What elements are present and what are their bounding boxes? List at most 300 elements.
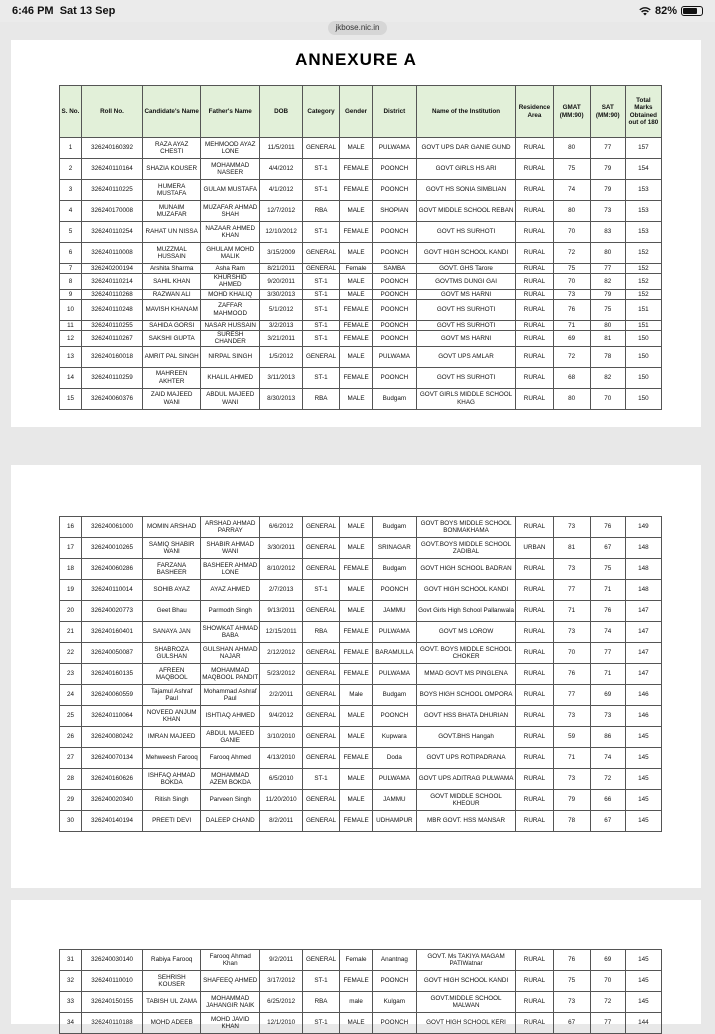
table-cell: 4 bbox=[60, 201, 82, 222]
table-cell: 326240061000 bbox=[81, 517, 142, 538]
table-cell: RURAL bbox=[516, 274, 553, 290]
table-cell: 80 bbox=[553, 138, 590, 159]
table-cell: 69 bbox=[590, 685, 625, 706]
table-cell: GHULAM MOHD MALIK bbox=[201, 243, 260, 264]
table-cell: 151 bbox=[625, 320, 661, 330]
table-cell: RURAL bbox=[516, 243, 553, 264]
table-cell: FEMALE bbox=[340, 299, 373, 320]
table-cell: MUZZMAL HUSSAIN bbox=[143, 243, 201, 264]
table-cell: ST-1 bbox=[302, 580, 339, 601]
table-cell: 71 bbox=[553, 601, 590, 622]
table-cell: GENERAL bbox=[302, 706, 339, 727]
table-cell: Farooq Ahmad Khan bbox=[201, 950, 260, 971]
table-cell: 73 bbox=[553, 992, 590, 1013]
table-cell: RURAL bbox=[516, 727, 553, 748]
table-cell: GOVT MIDDLE SCHOOL REBAN bbox=[416, 201, 516, 222]
table-cell: SHAZIA KOUSER bbox=[143, 159, 201, 180]
table-cell: 326240080242 bbox=[81, 727, 142, 748]
table-cell: 19 bbox=[60, 580, 82, 601]
table-cell: MALE bbox=[340, 1013, 373, 1034]
table-cell: 69 bbox=[553, 330, 590, 346]
column-header: Category bbox=[302, 86, 339, 138]
table-cell: GOVT HSS BHATA DHURIAN bbox=[416, 706, 516, 727]
table-cell: IMRAN MAJEED bbox=[143, 727, 201, 748]
table-cell: MOHD ADEEB bbox=[143, 1013, 201, 1034]
table-cell: RAHAT UN NISSA bbox=[143, 222, 201, 243]
table-cell: KHURSHID AHMED bbox=[201, 274, 260, 290]
table-cell: 326240020773 bbox=[81, 601, 142, 622]
table-cell: MALE bbox=[340, 517, 373, 538]
table-row bbox=[60, 971, 662, 992]
table-cell: ST-1 bbox=[302, 289, 339, 299]
table-cell: GULAM MUSTAFA bbox=[201, 180, 260, 201]
battery-percent: 82% bbox=[654, 5, 677, 17]
table-cell: 73 bbox=[553, 517, 590, 538]
table-cell: RBA bbox=[302, 201, 339, 222]
table-cell: ST-1 bbox=[302, 320, 339, 330]
table-cell: 6/5/2010 bbox=[260, 769, 303, 790]
table-cell: 326240110188 bbox=[81, 1013, 142, 1034]
status-date: Sat 13 Sep bbox=[59, 5, 116, 17]
table-row bbox=[60, 289, 662, 299]
table-cell: GOVT UPS DAR GANIE GUND bbox=[416, 138, 516, 159]
battery-icon bbox=[681, 6, 703, 16]
table-cell: GENERAL bbox=[302, 685, 339, 706]
table-cell: GENERAL bbox=[302, 664, 339, 685]
table-cell: Parveen Singh bbox=[201, 790, 260, 811]
table-cell: FEMALE bbox=[340, 748, 373, 769]
table-cell: ST-1 bbox=[302, 330, 339, 346]
table-cell: 79 bbox=[590, 180, 625, 201]
table-cell: RURAL bbox=[516, 950, 553, 971]
table-cell: 73 bbox=[590, 201, 625, 222]
table-cell: FEMALE bbox=[340, 622, 373, 643]
table-row bbox=[60, 992, 662, 1013]
document-page-1 bbox=[11, 40, 701, 427]
table-cell: Geet Bhau bbox=[143, 601, 201, 622]
table-cell: PULWAMA bbox=[372, 664, 416, 685]
table-cell: 10 bbox=[60, 299, 82, 320]
table-cell: 1 bbox=[60, 138, 82, 159]
table-cell: 28 bbox=[60, 769, 82, 790]
table-cell: 26 bbox=[60, 727, 82, 748]
table-cell: RURAL bbox=[516, 664, 553, 685]
page-title: ANNEXURE A bbox=[295, 50, 417, 69]
table-cell: GENERAL bbox=[302, 950, 339, 971]
table-cell: DALEEP CHAND bbox=[201, 811, 260, 832]
table-cell: RURAL bbox=[516, 388, 553, 409]
table-cell: 77 bbox=[590, 138, 625, 159]
table-cell: SHABROZA GULSHAN bbox=[143, 643, 201, 664]
table-cell: AFREEN MAQBOOL bbox=[143, 664, 201, 685]
column-header: Gender bbox=[340, 86, 373, 138]
table-cell: 326240160018 bbox=[81, 346, 142, 367]
table-row bbox=[60, 274, 662, 290]
table-cell: 29 bbox=[60, 790, 82, 811]
table-cell: 3/30/2011 bbox=[260, 538, 303, 559]
table-cell: PULWAMA bbox=[372, 769, 416, 790]
table-cell: 78 bbox=[590, 346, 625, 367]
table-cell: 21 bbox=[60, 622, 82, 643]
table-cell: 6/25/2012 bbox=[260, 992, 303, 1013]
table-cell: MOMIN ARSHAD bbox=[143, 517, 201, 538]
table-cell: GOVT GIRLS HS ARI bbox=[416, 159, 516, 180]
table-cell: MALE bbox=[340, 790, 373, 811]
table-cell: 70 bbox=[590, 388, 625, 409]
table-cell: 15 bbox=[60, 388, 82, 409]
table-cell: PULWAMA bbox=[372, 138, 416, 159]
table-cell: 3/30/2013 bbox=[260, 289, 303, 299]
table-cell: MALE bbox=[340, 727, 373, 748]
status-indicators bbox=[639, 5, 703, 17]
table-cell: 1/5/2012 bbox=[260, 346, 303, 367]
table-cell: RURAL bbox=[516, 517, 553, 538]
table-cell: 3 bbox=[60, 180, 82, 201]
table-cell: GOVT GIRLS MIDDLE SCHOOL KHAG bbox=[416, 388, 516, 409]
table-cell: RURAL bbox=[516, 346, 553, 367]
table-row bbox=[60, 664, 662, 685]
table-cell: 31 bbox=[60, 950, 82, 971]
table-cell: 6/6/2012 bbox=[260, 517, 303, 538]
table-cell: 67 bbox=[590, 538, 625, 559]
table-cell: 80 bbox=[553, 201, 590, 222]
table-cell: SAMBA bbox=[372, 264, 416, 274]
table-cell: 79 bbox=[553, 790, 590, 811]
table-cell: RAZWAN ALI bbox=[143, 289, 201, 299]
table-cell: GENERAL bbox=[302, 346, 339, 367]
table-cell: FEMALE bbox=[340, 971, 373, 992]
table-cell: 33 bbox=[60, 992, 82, 1013]
table-cell: RURAL bbox=[516, 706, 553, 727]
table-cell: GOVT UPS AMLAR bbox=[416, 346, 516, 367]
table-cell: HUMERA MUSTAFA bbox=[143, 180, 201, 201]
table-row bbox=[60, 748, 662, 769]
table-cell: Parmodh Singh bbox=[201, 601, 260, 622]
column-header: Residence Area bbox=[516, 86, 553, 138]
table-cell: POONCH bbox=[372, 274, 416, 290]
table-cell: 145 bbox=[625, 790, 661, 811]
table-cell: GOVT. Ms TAKIYA MAGAM PATIWatnar bbox=[416, 950, 516, 971]
table-cell: 326240160135 bbox=[81, 664, 142, 685]
table-cell: 144 bbox=[625, 1013, 661, 1034]
table-cell: 326240020340 bbox=[81, 790, 142, 811]
column-header: Father's Name bbox=[201, 86, 260, 138]
table-cell: MALE bbox=[340, 138, 373, 159]
column-header: SAT (MM:90) bbox=[590, 86, 625, 138]
table-row bbox=[60, 790, 662, 811]
table-cell: MALE bbox=[340, 243, 373, 264]
column-header: GMAT (MM:90) bbox=[553, 86, 590, 138]
table-cell: ST-1 bbox=[302, 299, 339, 320]
table-row bbox=[60, 538, 662, 559]
table-cell: 32 bbox=[60, 971, 82, 992]
column-header: Roll No. bbox=[81, 86, 142, 138]
table-cell: 75 bbox=[553, 159, 590, 180]
table-cell: MALE bbox=[340, 201, 373, 222]
table-cell: 146 bbox=[625, 706, 661, 727]
header-row bbox=[60, 86, 662, 138]
table-cell: MALE bbox=[340, 601, 373, 622]
table-cell: RURAL bbox=[516, 320, 553, 330]
table-cell: 146 bbox=[625, 685, 661, 706]
table-cell: GENERAL bbox=[302, 264, 339, 274]
table-cell: MAHREEN AKHTER bbox=[143, 367, 201, 388]
table-cell: 20 bbox=[60, 601, 82, 622]
table-cell: 326240110064 bbox=[81, 706, 142, 727]
table-cell: RBA bbox=[302, 622, 339, 643]
table-row bbox=[60, 622, 662, 643]
table-cell: 145 bbox=[625, 811, 661, 832]
table-cell: JAMMU bbox=[372, 601, 416, 622]
table-cell: 8/30/2013 bbox=[260, 388, 303, 409]
table-cell: SAKSHI GUPTA bbox=[143, 330, 201, 346]
table-row bbox=[60, 320, 662, 330]
url-bar[interactable]: jkbose.nic.in bbox=[328, 21, 387, 35]
table-cell: 150 bbox=[625, 346, 661, 367]
table-cell: GOVT HS SURHOTI bbox=[416, 320, 516, 330]
table-cell: POONCH bbox=[372, 706, 416, 727]
table-cell: 86 bbox=[590, 727, 625, 748]
table-cell: 11 bbox=[60, 320, 82, 330]
table-cell: 75 bbox=[590, 559, 625, 580]
table-cell: GENERAL bbox=[302, 243, 339, 264]
table-cell: AMRIT PAL SINGH bbox=[143, 346, 201, 367]
table-cell: MALE bbox=[340, 538, 373, 559]
table-cell: 152 bbox=[625, 264, 661, 274]
table-cell: 153 bbox=[625, 180, 661, 201]
table-cell: 326240110014 bbox=[81, 580, 142, 601]
table-cell: 80 bbox=[590, 320, 625, 330]
table-cell: SAHIL KHAN bbox=[143, 274, 201, 290]
table-cell: Mohammad Ashraf Paul bbox=[201, 685, 260, 706]
table-cell: RURAL bbox=[516, 138, 553, 159]
table-cell: 2/7/2013 bbox=[260, 580, 303, 601]
column-header: District bbox=[372, 86, 416, 138]
table-cell: 4/4/2012 bbox=[260, 159, 303, 180]
table-cell: 326240150155 bbox=[81, 992, 142, 1013]
table-cell: 71 bbox=[590, 664, 625, 685]
table-cell: PULWAMA bbox=[372, 346, 416, 367]
results-table bbox=[59, 516, 662, 832]
table-cell: 7 bbox=[60, 264, 82, 274]
table-cell: MMAD GOVT MS PINGLENA bbox=[416, 664, 516, 685]
table-cell: BOYS HIGH SCHOOL OMPORA bbox=[416, 685, 516, 706]
table-cell: 326240030140 bbox=[81, 950, 142, 971]
table-cell: GOVT.BOYS MIDDLE SCHOOL ZADIBAL bbox=[416, 538, 516, 559]
table-cell: 149 bbox=[625, 517, 661, 538]
table-cell: ZAID MAJEED WANI bbox=[143, 388, 201, 409]
table-cell: 148 bbox=[625, 580, 661, 601]
table-cell: 80 bbox=[590, 243, 625, 264]
table-cell: ISHFAQ AHMAD BOKDA bbox=[143, 769, 201, 790]
table-cell: SANAYA JAN bbox=[143, 622, 201, 643]
table-cell: 326240110225 bbox=[81, 180, 142, 201]
table-cell: 3/2/2013 bbox=[260, 320, 303, 330]
table-row bbox=[60, 388, 662, 409]
table-cell: RURAL bbox=[516, 299, 553, 320]
table-cell: ABDUL MAJEED GANIE bbox=[201, 727, 260, 748]
table-cell: GOVT. BOYS MIDDLE SCHOOL CHOKER bbox=[416, 643, 516, 664]
table-row bbox=[60, 180, 662, 201]
table-cell: 8/21/2011 bbox=[260, 264, 303, 274]
table-cell: GOVT HIGH SCHOOL KANDI bbox=[416, 243, 516, 264]
table-cell: MALE bbox=[340, 706, 373, 727]
table-cell: 326240110254 bbox=[81, 222, 142, 243]
table-cell: Budgam bbox=[372, 517, 416, 538]
table-cell: GOVT MS LOROW bbox=[416, 622, 516, 643]
table-cell: 74 bbox=[590, 748, 625, 769]
table-cell: POONCH bbox=[372, 299, 416, 320]
table-cell: 150 bbox=[625, 367, 661, 388]
table-row bbox=[60, 222, 662, 243]
table-cell: Female bbox=[340, 264, 373, 274]
table-cell: GENERAL bbox=[302, 138, 339, 159]
table-cell: RAZA AYAZ CHESTI bbox=[143, 138, 201, 159]
table-cell: 79 bbox=[590, 159, 625, 180]
table-cell: Tajamul Ashraf Paul bbox=[143, 685, 201, 706]
table-cell: 80 bbox=[553, 388, 590, 409]
table-cell: 147 bbox=[625, 622, 661, 643]
document-page-2 bbox=[11, 465, 701, 888]
table-cell: POONCH bbox=[372, 330, 416, 346]
table-cell: RURAL bbox=[516, 1013, 553, 1034]
table-cell: ZAFFAR MAHMOOD bbox=[201, 299, 260, 320]
table-cell: MEHMOOD AYAZ LONE bbox=[201, 138, 260, 159]
table-cell: ST-1 bbox=[302, 180, 339, 201]
table-cell: 71 bbox=[553, 320, 590, 330]
table-cell: GOVT UPS ROTIPADRANA bbox=[416, 748, 516, 769]
table-cell: FEMALE bbox=[340, 664, 373, 685]
table-cell: 3/10/2010 bbox=[260, 727, 303, 748]
table-cell: POONCH bbox=[372, 580, 416, 601]
table-cell: SOHIB AYAZ bbox=[143, 580, 201, 601]
table-cell: 72 bbox=[553, 243, 590, 264]
table-cell: GOVT MS HARNI bbox=[416, 289, 516, 299]
table-cell: MOHD KHALIQ bbox=[201, 289, 260, 299]
table-cell: GOVT HIGH SCHOOL BADRAN bbox=[416, 559, 516, 580]
table-cell: 13 bbox=[60, 346, 82, 367]
table-cell: GOVTMS DUNGI GAI bbox=[416, 274, 516, 290]
table-cell: SHAFEEQ AHMED bbox=[201, 971, 260, 992]
table-cell: RURAL bbox=[516, 201, 553, 222]
table-cell: GOVT HS SURHOTI bbox=[416, 367, 516, 388]
table-cell: 73 bbox=[553, 769, 590, 790]
table-cell: RURAL bbox=[516, 159, 553, 180]
table-row bbox=[60, 159, 662, 180]
table-cell: MOHAMMAD MAQBOOL PANDIT bbox=[201, 664, 260, 685]
table-cell: 72 bbox=[553, 346, 590, 367]
table-cell: MAVISH KHANAM bbox=[143, 299, 201, 320]
table-cell: KHALIL AHMED bbox=[201, 367, 260, 388]
table-cell: GOVT.BHS Hangah bbox=[416, 727, 516, 748]
table-cell: 4/1/2012 bbox=[260, 180, 303, 201]
table-cell: 70 bbox=[553, 222, 590, 243]
table-cell: 152 bbox=[625, 243, 661, 264]
table-row bbox=[60, 706, 662, 727]
table-cell: Anantnag bbox=[372, 950, 416, 971]
table-cell: 326240110008 bbox=[81, 243, 142, 264]
table-cell: 2/12/2012 bbox=[260, 643, 303, 664]
column-header: S. No. bbox=[60, 86, 82, 138]
table-cell: 79 bbox=[590, 289, 625, 299]
battery-level bbox=[683, 8, 697, 14]
table-cell: GOVT UPS ADITRAG PULWAMA bbox=[416, 769, 516, 790]
table-row bbox=[60, 299, 662, 320]
table-cell: SHOPIAN bbox=[372, 201, 416, 222]
table-cell: GOVT. GHS Tarore bbox=[416, 264, 516, 274]
table-cell: 3/11/2013 bbox=[260, 367, 303, 388]
table-cell: 153 bbox=[625, 222, 661, 243]
table-cell: FEMALE bbox=[340, 320, 373, 330]
table-cell: JAMMU bbox=[372, 790, 416, 811]
table-cell: MALE bbox=[340, 289, 373, 299]
table-cell: 147 bbox=[625, 664, 661, 685]
table-cell: Doda bbox=[372, 748, 416, 769]
table-cell: GOVT BOYS MIDDLE SCHOOL BONMAKHAMA bbox=[416, 517, 516, 538]
table-row bbox=[60, 950, 662, 971]
table-row bbox=[60, 601, 662, 622]
table-cell: MOHAMMAD AZEM BOKDA bbox=[201, 769, 260, 790]
table-cell: SRINAGAR bbox=[372, 538, 416, 559]
table-cell: male bbox=[340, 992, 373, 1013]
table-cell: 27 bbox=[60, 748, 82, 769]
table-cell: RURAL bbox=[516, 264, 553, 274]
table-cell: RURAL bbox=[516, 580, 553, 601]
table-cell: 24 bbox=[60, 685, 82, 706]
table-cell: RURAL bbox=[516, 685, 553, 706]
table-cell: MALE bbox=[340, 769, 373, 790]
table-cell: MOHD JAVID KHAN bbox=[201, 1013, 260, 1034]
table-cell: NAZAAR AHMED KHAN bbox=[201, 222, 260, 243]
table-cell: GOVT HS SURHOTI bbox=[416, 299, 516, 320]
table-cell: ABDUL MAJEED WANI bbox=[201, 388, 260, 409]
table-row bbox=[60, 769, 662, 790]
table-cell: 8/10/2012 bbox=[260, 559, 303, 580]
table-cell: POONCH bbox=[372, 1013, 416, 1034]
table-cell: RURAL bbox=[516, 748, 553, 769]
table-cell: NIRPAL SINGH bbox=[201, 346, 260, 367]
table-cell: 34 bbox=[60, 1013, 82, 1034]
table-cell: 326240200194 bbox=[81, 264, 142, 274]
table-row bbox=[60, 264, 662, 274]
table-cell: Arshita Sharma bbox=[143, 264, 201, 274]
table-cell: FEMALE bbox=[340, 811, 373, 832]
table-cell: 76 bbox=[553, 299, 590, 320]
table-cell: 75 bbox=[590, 299, 625, 320]
status-time: 6:46 PM Sat 13 Sep bbox=[12, 5, 116, 17]
table-cell: 78 bbox=[553, 811, 590, 832]
table-cell: POONCH bbox=[372, 367, 416, 388]
table-cell: ST-1 bbox=[302, 222, 339, 243]
table-cell: 326240110164 bbox=[81, 159, 142, 180]
table-row bbox=[60, 330, 662, 346]
table-row bbox=[60, 580, 662, 601]
table-cell: NOVEED ANJUM KHAN bbox=[143, 706, 201, 727]
table-cell: 4/13/2010 bbox=[260, 748, 303, 769]
table-row bbox=[60, 517, 662, 538]
table-cell: RURAL bbox=[516, 367, 553, 388]
table-cell: 25 bbox=[60, 706, 82, 727]
table-cell: 59 bbox=[553, 727, 590, 748]
table-cell: ISHTIAQ AHMED bbox=[201, 706, 260, 727]
table-cell: 152 bbox=[625, 274, 661, 290]
table-cell: SEHRISH KOUSER bbox=[143, 971, 201, 992]
table-cell: 73 bbox=[553, 559, 590, 580]
results-table bbox=[59, 85, 662, 410]
table-cell: GENERAL bbox=[302, 748, 339, 769]
table-cell: GENERAL bbox=[302, 559, 339, 580]
table-cell: 82 bbox=[590, 274, 625, 290]
